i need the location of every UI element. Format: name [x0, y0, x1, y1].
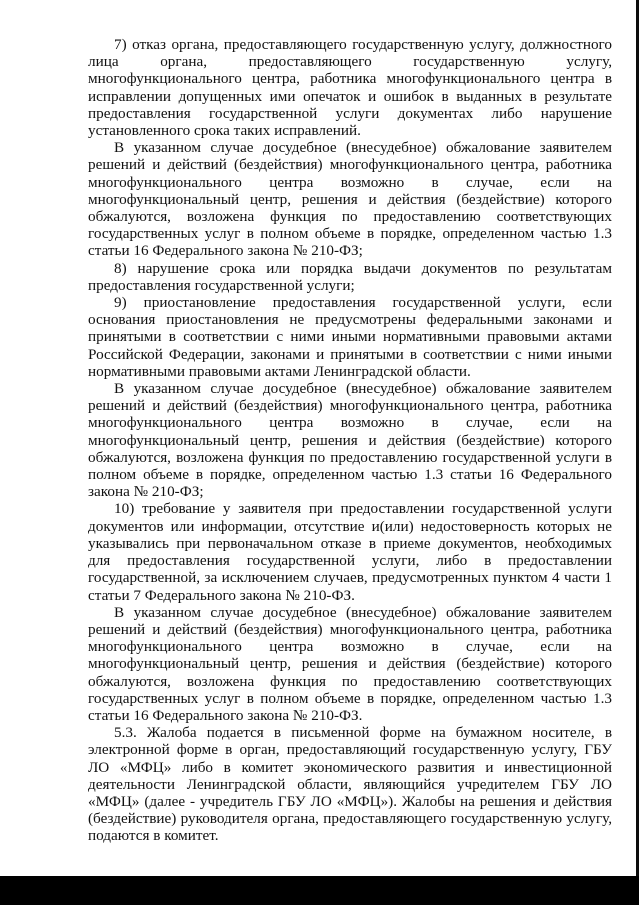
scan-bottom-border	[0, 876, 639, 905]
paragraph-mfc-appeal-note-1: В указанном случае досудебное (внесудебное) обжалование заявителем решений и действий (бездействия) многофункционального центра, работника многофункционального центра возможно в случае, если на многофункциональный центр, решения и действия (бездействие) которого обжалуются, возложена функция по предоставлению соответствующих государственных услуг в полном объеме в порядке, определенном частью 1.3 статьи 16 Федерального закона № 210-ФЗ;	[88, 139, 612, 260]
paragraph-item-8-deadline-violation: 8) нарушение срока или порядка выдачи документов по результатам предоставления государственной услуги;	[88, 259, 612, 294]
paragraph-mfc-appeal-note-2: В указанном случае досудебное (внесудебное) обжалование заявителем решений и действий (бездействия) многофункционального центра, работника многофункционального центра возможно в случае, если на многофункциональный центр, решения и действия (бездействие) которого обжалуются, возложена функция по предоставлению государственной услуги в полном объеме в порядке, определенном частью 1.3 статьи 16 Федерального закона № 210-ФЗ;	[88, 380, 612, 501]
paragraph-item-7-refusal-to-correct: 7) отказ органа, предоставляющего государственную услугу, должностного лица органа, предоставляющего государственную услугу, многофункционального центра, работника многофункционального центра в исправлении допущенных ими опечаток и ошибок в выданных в результате предоставления государственной услуги документах либо нарушение установленного срока таких исправлений.	[88, 36, 612, 140]
paragraph-mfc-appeal-note-3: В указанном случае досудебное (внесудебное) обжалование заявителем решений и действий (бездействия) многофункционального центра, работника многофункционального центра возможно в случае, если на многофункциональный центр, решения и действия (бездействие) которого обжалуются, возложена функция по предоставлению соответствующих государственных услуг в полном объеме в порядке, определенном частью 1.3 статьи 16 Федерального закона № 210-ФЗ.	[88, 603, 612, 724]
document-body	[88, 36, 612, 845]
paragraph-section-5-3-complaint-filing: 5.3. Жалоба подается в письменной форме на бумажном носителе, в электронной форме в орган, предоставляющий государственную услугу, ГБУ ЛО «МФЦ» либо в комитет экономического развития и инвестиционной деятельности Ленинградской области, являющийся учредителем ГБУ ЛО «МФЦ» (далее - учредитель ГБУ ЛО «МФЦ»). Жалобы на решения и действия (бездействие) руководителя органа, предоставляющего государственную услугу, подаются в комитет.	[88, 724, 612, 845]
paragraph-item-10-document-demand: 10) требование у заявителя при предоставлении государственной услуги документов или информации, отсутствие и(или) недостоверность которых не указывались при первоначальном отказе в приеме документов, необходимых для предоставления государственной услуги, либо в предоставлении государственной, за исключением случаев, предусмотренных пунктом 4 части 1 статьи 7 Федерального закона № 210-ФЗ.	[88, 500, 612, 604]
paragraph-item-9-suspension: 9) приостановление предоставления государственной услуги, если основания приостановления не предусмотрены федеральными законами и принятыми в соответствии с ними иными нормативными правовыми актами Российской Федерации, законами и принятыми в соответствии с ними иными нормативными правовыми актами Ленинградской области.	[88, 294, 612, 380]
